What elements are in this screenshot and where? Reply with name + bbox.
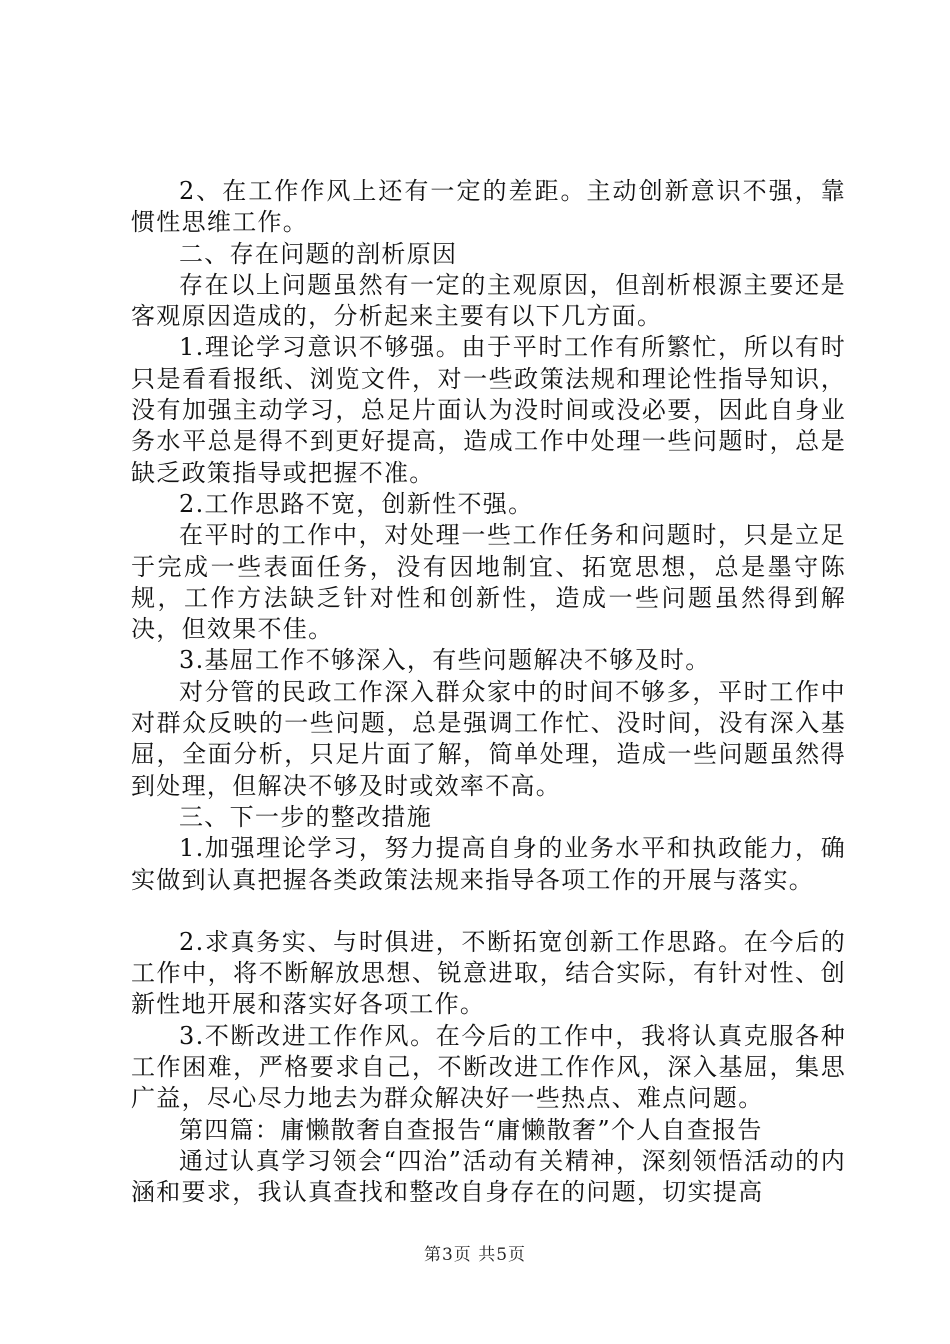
paragraph: 2、在工作作风上还有一定的差距。主动创新意识不强，靠惯性思维工作。 [131,177,846,237]
paragraph: 3.不断改进工作作风。在今后的工作中，我将认真克服各种工作困难，严格要求自己，不断改进工作作风，深入基屈，集思广益，尽心尽力地去为群众解决好一些热点、难点问题。 [131,1021,846,1113]
page-number: 第3页 共5页 [423,1245,527,1265]
section-heading: 三、下一步的整改措施 [179,802,432,831]
paragraph: 1.加强理论学习，努力提高自身的业务水平和执政能力，确实做到认真把握各类政策法规来指导各项工作的开展与落实。 [131,834,846,894]
section-heading: 二、存在问题的剖析原因 [179,239,458,268]
paragraph: 2.求真务实、与时俱进，不断拓宽创新工作思路。在今后的工作中，将不断解放思想、锐意进取，结合实际，有针对性、创新性地开展和落实好各项工作。 [131,927,846,1019]
paragraph: 3.基屈工作不够深入，有些问题解决不够及时。 [179,646,711,675]
paragraph: 2.工作思路不宽，创新性不强。 [179,489,534,518]
paragraph: 存在以上问题虽然有一定的主观原因，但剖析根源主要还是客观原因造成的，分析起来主要有以下几方面。 [131,270,846,331]
section-heading: 第四篇：庸懒散奢自查报告“庸懒散奢”个人自查报告 [179,1115,763,1144]
paragraph: 1.理论学习意识不够强。由于平时工作有所繁忙，所以有时只是看看报纸、浏览文件，对一些政策法规和理论性指导知识，没有加强主动学习，总足片面认为没时间或没必要，因此自身业务水平总是得不到更好提高，造成工作中处理一些问题时，总是缺乏政策指导或把握不准。 [131,333,846,487]
paragraph: 通过认真学习领会“四治”活动有关精神，深刻领悟活动的内涵和要求，我认真查找和整改自身存在的问题，切实提高 [131,1146,846,1207]
document-body [131,176,846,1209]
paragraph: 在平时的工作中，对处理一些工作任务和问题时，只是立足于完成一些表面任务，没有因地制宜、拓宽思想，总是墨守陈规，工作方法缺乏针对性和创新性，造成一些问题虽然得到解决，但效果不佳。 [131,521,846,644]
paragraph: 对分管的民政工作深入群众家中的时间不够多，平时工作中对群众反映的一些问题，总是强调工作忙、没时间，没有深入基屈，全面分析，只足片面了解，简单处理，造成一些问题虽然得到处理，但解决不够及时或效率不高。 [131,677,846,800]
